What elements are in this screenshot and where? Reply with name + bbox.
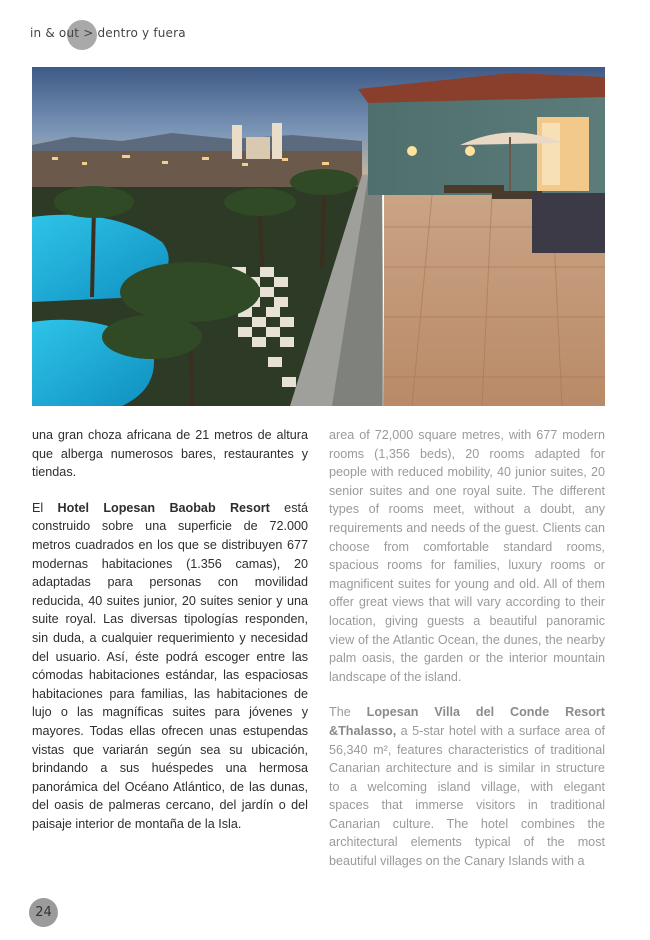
hotel-name-baobab: Hotel Lopesan Baobab Resort bbox=[57, 500, 270, 515]
right-paragraph-1: area of 72,000 square metres, with 677 modern rooms (1,356 beds), 20 rooms adapted for people with reduced mobility, 40 junior suites, 20 senior suites and one royal suite. The different types of rooms meet, without a doubt, any requirements and needs of the guest. Clients can choose from comfortable standard rooms, spacious rooms for families, luxury rooms or magnificent suites for young and old. All of them offer great views that will vary according to their location, giving guests a beautiful panoramic view of the Atlantic Ocean, the dunes, the nearby palm oasis, the garden or the interior mountain landscape of the island. bbox=[329, 428, 605, 684]
left-paragraph-2 bbox=[32, 499, 308, 834]
right-p2-prefix: The bbox=[329, 705, 367, 720]
left-p2-body: está construido sobre una superficie de 72.000 metros cuadrados en los que se distribuyen 677 modernas habitaciones (1.356 camas), 20 adaptadas para personas con movilidad reducida, 40 suites junior, 20 suites senior y una suite royal. Las diversas tipologías responden, sin duda, a cualquier requerimiento y necesidad del usuario. Así, éste podrá escoger entre las cómodas habitaciones estándar, las espaciosas habitaciones para familias, las habitaciones de lujo o las magníficas suites para jóvenes y mayores. Todas ellas ofrecen unas estupendas vistas que variarán según sea su ubicación, brindando a sus huéspedes una hermosa panorámica del Océano Atlántico, de las dunas, del oasis de palmeras cercano, del jardín o del paisaje interior de montaña de la Isla. bbox=[32, 500, 308, 831]
right-p2-body: a 5-star hotel with a surface area of 56,340 m², features characteristics of traditional Canarian architecture and is similar in structure to a welcoming island village, with elegant spaces that immerse visitors in traditional Canarian culture. The hotel combines the architectural elements typical of the most beautiful villages on the Canary Islands with a bbox=[329, 723, 605, 869]
left-column bbox=[32, 426, 308, 850]
section-header bbox=[30, 24, 186, 44]
page-number: 24 bbox=[29, 898, 58, 927]
left-paragraph-1: una gran choza africana de 21 metros de altura que alberga numerosos bares, restaurantes y tiendas. bbox=[32, 428, 308, 480]
right-paragraph-2 bbox=[329, 703, 605, 870]
section-title: in & out > dentro y fuera bbox=[30, 26, 186, 40]
hotel-name-villa-del-conde: Lopesan Villa del Conde Resort &Thalasso, bbox=[329, 705, 606, 738]
right-column bbox=[329, 426, 605, 888]
left-p2-prefix: El bbox=[32, 500, 58, 515]
resort-photo bbox=[32, 67, 605, 406]
resort-terrace-photo-icon bbox=[32, 67, 605, 406]
